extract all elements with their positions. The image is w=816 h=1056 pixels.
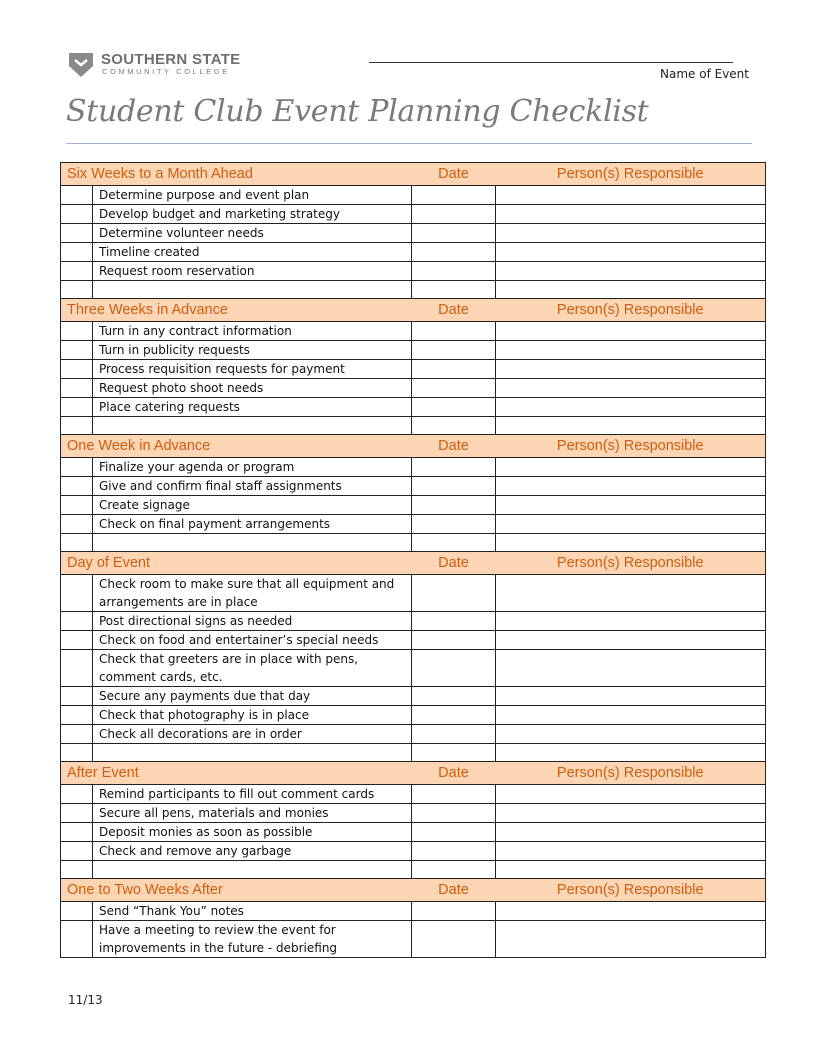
checkbox-cell[interactable] — [61, 612, 93, 631]
person-responsible-cell[interactable] — [496, 725, 766, 744]
person-responsible-cell[interactable] — [496, 861, 766, 879]
date-cell[interactable] — [412, 725, 496, 744]
blank-task-cell[interactable] — [93, 534, 412, 552]
date-column-header: Date — [412, 762, 496, 785]
checklist-row — [61, 262, 766, 281]
checklist-row — [61, 477, 766, 496]
checklist-row — [61, 687, 766, 706]
title-divider — [66, 143, 752, 144]
checklist-row — [61, 921, 766, 958]
section-title: Three Weeks in Advance — [61, 299, 412, 322]
person-responsible-cell[interactable] — [496, 902, 766, 921]
date-cell[interactable] — [412, 706, 496, 725]
checkbox-cell[interactable] — [61, 205, 93, 224]
task-text: Send “Thank You” notes — [93, 902, 412, 921]
date-cell[interactable] — [412, 398, 496, 417]
checkbox-cell[interactable] — [61, 262, 93, 281]
date-cell[interactable] — [412, 322, 496, 341]
section-header — [61, 552, 766, 575]
checklist-row — [61, 706, 766, 725]
date-cell[interactable] — [412, 458, 496, 477]
section-header — [61, 163, 766, 186]
blank-checklist-row — [61, 281, 766, 299]
task-text: Check on final payment arrangements — [93, 515, 412, 534]
checklist-row — [61, 650, 766, 687]
task-text: Turn in publicity requests — [93, 341, 412, 360]
person-responsible-cell[interactable] — [496, 417, 766, 435]
page-title: Student Club Event Planning Checklist — [66, 94, 649, 129]
blank-task-cell[interactable] — [93, 744, 412, 762]
date-cell[interactable] — [412, 921, 496, 958]
person-responsible-cell[interactable] — [496, 534, 766, 552]
checkbox-cell[interactable] — [61, 515, 93, 534]
checkbox-cell[interactable] — [61, 785, 93, 804]
checkbox-cell[interactable] — [61, 341, 93, 360]
checklist-row — [61, 458, 766, 477]
blank-checklist-row — [61, 534, 766, 552]
task-text: Check and remove any garbage — [93, 842, 412, 861]
person-responsible-cell[interactable] — [496, 205, 766, 224]
checklist-row — [61, 823, 766, 842]
task-text: Turn in any contract information — [93, 322, 412, 341]
person-responsible-column-header: Person(s) Responsible — [496, 299, 766, 322]
checkbox-cell[interactable] — [61, 477, 93, 496]
checklist-row — [61, 725, 766, 744]
checkbox-cell[interactable] — [61, 650, 93, 687]
person-responsible-cell[interactable] — [496, 650, 766, 687]
checkbox-cell[interactable] — [61, 534, 93, 552]
date-cell[interactable] — [412, 687, 496, 706]
date-cell[interactable] — [412, 496, 496, 515]
checklist-row — [61, 379, 766, 398]
date-cell[interactable] — [412, 650, 496, 687]
date-cell[interactable] — [412, 575, 496, 612]
person-responsible-cell[interactable] — [496, 631, 766, 650]
date-cell[interactable] — [412, 804, 496, 823]
checklist-row — [61, 515, 766, 534]
checkbox-cell[interactable] — [61, 281, 93, 299]
event-name-label: Name of Event — [660, 67, 749, 81]
checkbox-cell[interactable] — [61, 575, 93, 612]
date-cell[interactable] — [412, 744, 496, 762]
checkbox-cell[interactable] — [61, 861, 93, 879]
date-cell[interactable] — [412, 379, 496, 398]
checkbox-cell[interactable] — [61, 842, 93, 861]
task-text: Check that greeters are in place with pens, comment cards, etc. — [93, 650, 412, 687]
task-text: Check on food and entertainer’s special needs — [93, 631, 412, 650]
date-cell[interactable] — [412, 281, 496, 299]
checklist-row — [61, 243, 766, 262]
date-cell[interactable] — [412, 224, 496, 243]
date-cell[interactable] — [412, 360, 496, 379]
task-text: Request photo shoot needs — [93, 379, 412, 398]
date-cell[interactable] — [412, 515, 496, 534]
task-text: Create signage — [93, 496, 412, 515]
date-cell[interactable] — [412, 534, 496, 552]
checklist-row — [61, 186, 766, 205]
task-text: Remind participants to fill out comment cards — [93, 785, 412, 804]
person-responsible-cell[interactable] — [496, 575, 766, 612]
section-title: Six Weeks to a Month Ahead — [61, 163, 412, 186]
person-responsible-cell[interactable] — [496, 262, 766, 281]
task-text: Process requisition requests for payment — [93, 360, 412, 379]
person-responsible-cell[interactable] — [496, 322, 766, 341]
checkbox-cell[interactable] — [61, 496, 93, 515]
checkbox-cell[interactable] — [61, 902, 93, 921]
section-header — [61, 299, 766, 322]
section-title: One to Two Weeks After — [61, 879, 412, 902]
date-cell[interactable] — [412, 823, 496, 842]
person-responsible-cell[interactable] — [496, 785, 766, 804]
date-cell[interactable] — [412, 785, 496, 804]
person-responsible-cell[interactable] — [496, 496, 766, 515]
checklist-row — [61, 322, 766, 341]
task-text: Request room reservation — [93, 262, 412, 281]
person-responsible-cell[interactable] — [496, 360, 766, 379]
task-text: Secure any payments due that day — [93, 687, 412, 706]
person-responsible-cell[interactable] — [496, 186, 766, 205]
section-header — [61, 762, 766, 785]
date-cell[interactable] — [412, 902, 496, 921]
checkbox-cell[interactable] — [61, 379, 93, 398]
checkbox-cell[interactable] — [61, 417, 93, 435]
blank-checklist-row — [61, 744, 766, 762]
checkbox-cell[interactable] — [61, 186, 93, 205]
person-responsible-cell[interactable] — [496, 458, 766, 477]
task-text: Secure all pens, materials and monies — [93, 804, 412, 823]
section-header — [61, 879, 766, 902]
person-responsible-cell[interactable] — [496, 243, 766, 262]
checkbox-cell[interactable] — [61, 631, 93, 650]
person-responsible-cell[interactable] — [496, 341, 766, 360]
logo-name: SOUTHERN STATE — [101, 51, 241, 68]
blank-task-cell[interactable] — [93, 417, 412, 435]
checklist-row — [61, 575, 766, 612]
date-cell[interactable] — [412, 477, 496, 496]
checkbox-cell[interactable] — [61, 823, 93, 842]
logo-subtitle: COMMUNITY COLLEGE — [102, 67, 230, 76]
task-text: Check all decorations are in order — [93, 725, 412, 744]
checklist-row — [61, 612, 766, 631]
date-cell[interactable] — [412, 417, 496, 435]
checkbox-cell[interactable] — [61, 725, 93, 744]
task-text: Determine purpose and event plan — [93, 186, 412, 205]
task-text: Post directional signs as needed — [93, 612, 412, 631]
task-text: Place catering requests — [93, 398, 412, 417]
shield-logo-icon — [68, 50, 94, 78]
blank-task-cell[interactable] — [93, 861, 412, 879]
task-text: Deposit monies as soon as possible — [93, 823, 412, 842]
person-responsible-cell[interactable] — [496, 281, 766, 299]
date-cell[interactable] — [412, 612, 496, 631]
date-cell[interactable] — [412, 631, 496, 650]
checkbox-cell[interactable] — [61, 687, 93, 706]
date-cell[interactable] — [412, 205, 496, 224]
person-responsible-column-header: Person(s) Responsible — [496, 762, 766, 785]
section-title: After Event — [61, 762, 412, 785]
person-responsible-cell[interactable] — [496, 706, 766, 725]
person-responsible-cell[interactable] — [496, 379, 766, 398]
section-title: One Week in Advance — [61, 435, 412, 458]
checkbox-cell[interactable] — [61, 322, 93, 341]
date-cell[interactable] — [412, 341, 496, 360]
checklist-row — [61, 360, 766, 379]
blank-checklist-row — [61, 861, 766, 879]
task-text: Check room to make sure that all equipment and arrangements are in place — [93, 575, 412, 612]
person-responsible-column-header: Person(s) Responsible — [496, 879, 766, 902]
checklist-row — [61, 398, 766, 417]
date-cell[interactable] — [412, 262, 496, 281]
checklist-row — [61, 224, 766, 243]
checklist-row — [61, 631, 766, 650]
date-column-header: Date — [412, 299, 496, 322]
checklist-row — [61, 902, 766, 921]
person-responsible-cell[interactable] — [496, 224, 766, 243]
task-text: Give and confirm final staff assignments — [93, 477, 412, 496]
checkbox-cell[interactable] — [61, 360, 93, 379]
person-responsible-cell[interactable] — [496, 823, 766, 842]
date-column-header: Date — [412, 879, 496, 902]
checkbox-cell[interactable] — [61, 921, 93, 958]
task-text: Timeline created — [93, 243, 412, 262]
date-cell[interactable] — [412, 186, 496, 205]
task-text: Develop budget and marketing strategy — [93, 205, 412, 224]
task-text: Have a meeting to review the event for improvements in the future - debriefing — [93, 921, 412, 958]
task-text: Finalize your agenda or program — [93, 458, 412, 477]
date-column-header: Date — [412, 435, 496, 458]
checklist-row — [61, 496, 766, 515]
checkbox-cell[interactable] — [61, 458, 93, 477]
person-responsible-cell[interactable] — [496, 515, 766, 534]
checklist-row — [61, 785, 766, 804]
date-cell[interactable] — [412, 861, 496, 879]
checklist-row — [61, 205, 766, 224]
checklist-table — [60, 162, 766, 958]
person-responsible-cell[interactable] — [496, 612, 766, 631]
checkbox-cell[interactable] — [61, 224, 93, 243]
person-responsible-cell[interactable] — [496, 398, 766, 417]
event-name-line[interactable] — [369, 62, 733, 63]
person-responsible-column-header: Person(s) Responsible — [496, 163, 766, 186]
person-responsible-column-header: Person(s) Responsible — [496, 552, 766, 575]
section-title: Day of Event — [61, 552, 412, 575]
date-cell[interactable] — [412, 243, 496, 262]
person-responsible-column-header: Person(s) Responsible — [496, 435, 766, 458]
person-responsible-cell[interactable] — [496, 687, 766, 706]
section-header — [61, 435, 766, 458]
task-text: Check that photography is in place — [93, 706, 412, 725]
date-column-header: Date — [412, 552, 496, 575]
checklist-row — [61, 804, 766, 823]
person-responsible-cell[interactable] — [496, 744, 766, 762]
blank-task-cell[interactable] — [93, 281, 412, 299]
blank-checklist-row — [61, 417, 766, 435]
task-text: Determine volunteer needs — [93, 224, 412, 243]
checkbox-cell[interactable] — [61, 804, 93, 823]
checklist-row — [61, 842, 766, 861]
person-responsible-cell[interactable] — [496, 477, 766, 496]
checkbox-cell[interactable] — [61, 706, 93, 725]
date-column-header: Date — [412, 163, 496, 186]
footer-date: 11/13 — [68, 993, 103, 1007]
checkbox-cell[interactable] — [61, 398, 93, 417]
checklist-row — [61, 341, 766, 360]
person-responsible-cell[interactable] — [496, 921, 766, 958]
person-responsible-cell[interactable] — [496, 804, 766, 823]
date-cell[interactable] — [412, 842, 496, 861]
college-logo — [68, 50, 248, 80]
person-responsible-cell[interactable] — [496, 842, 766, 861]
checkbox-cell[interactable] — [61, 744, 93, 762]
checkbox-cell[interactable] — [61, 243, 93, 262]
